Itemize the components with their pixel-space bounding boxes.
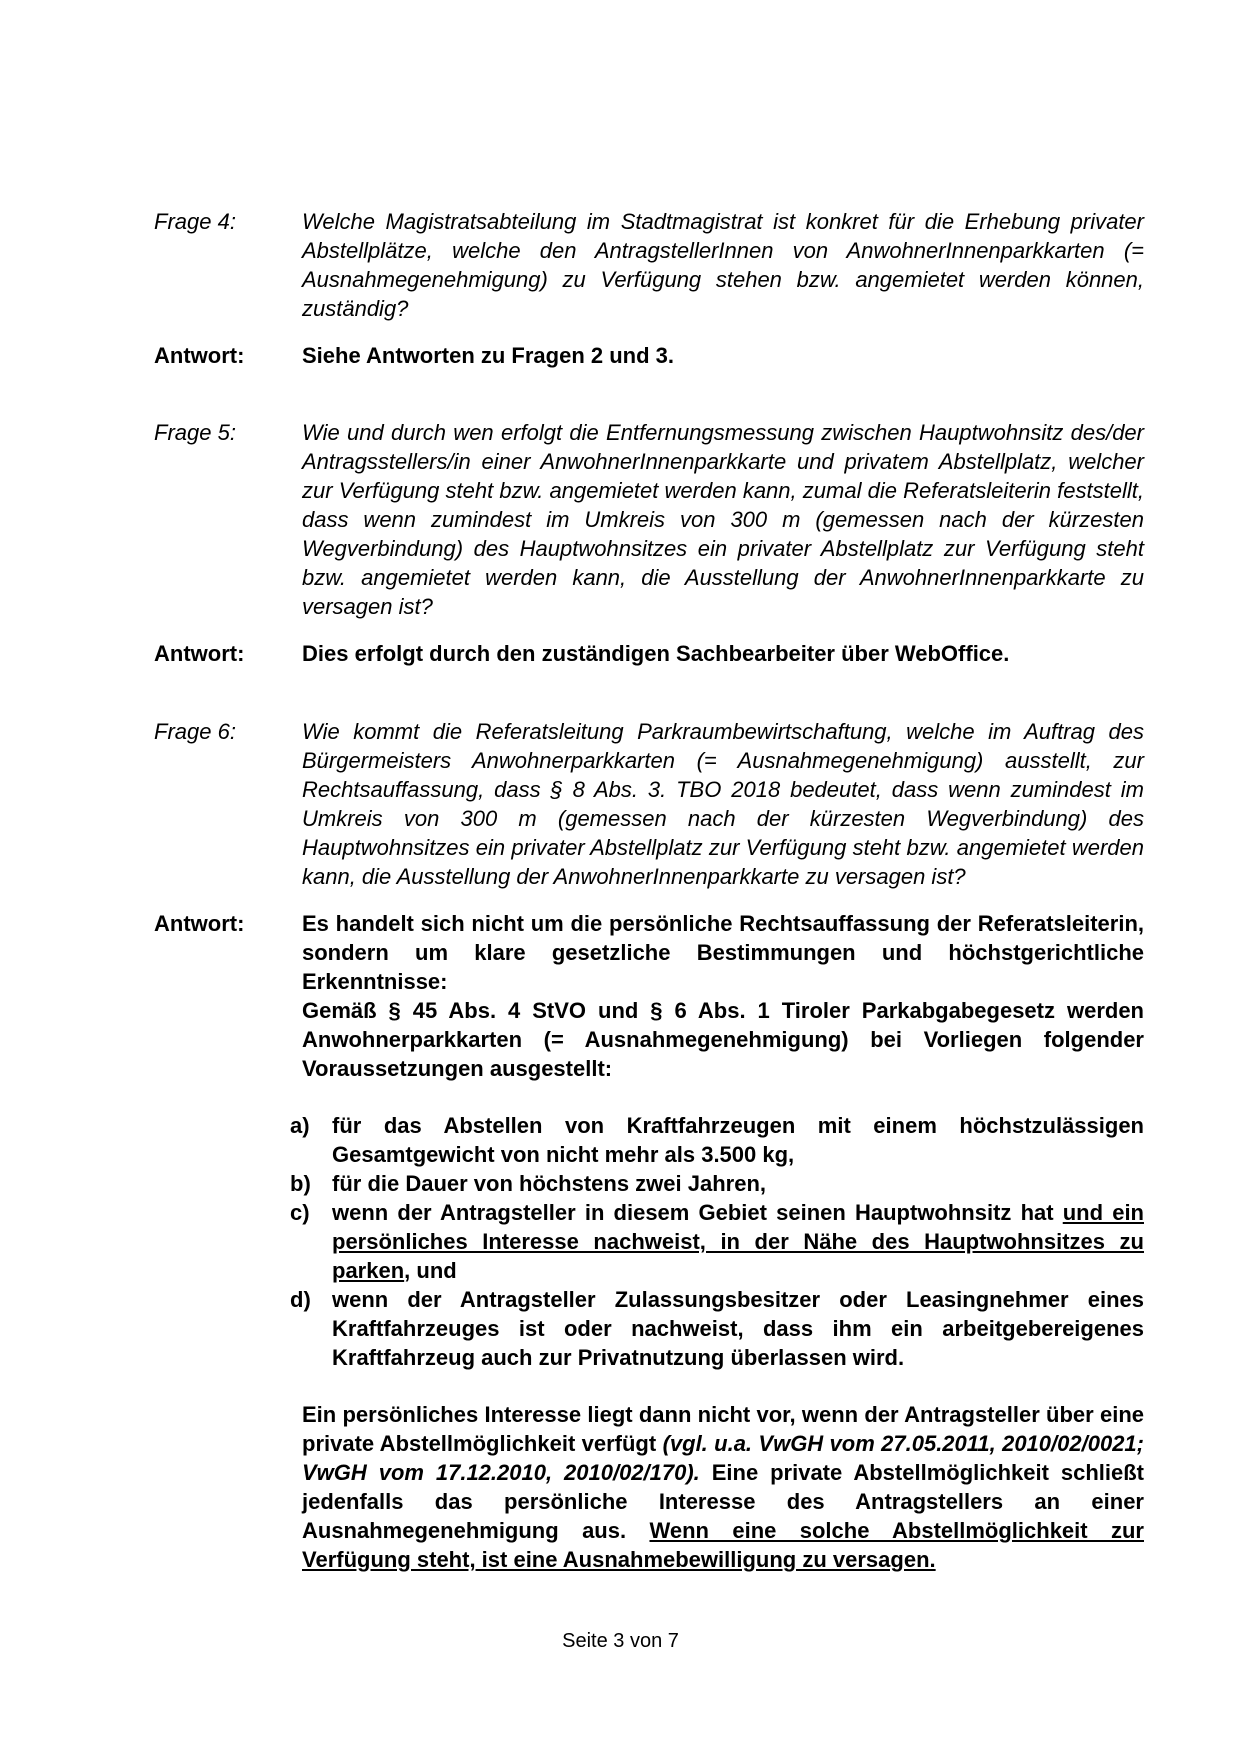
answer-row-4 [154,341,1144,370]
list-text-plain: wenn der Antragsteller in diesem Gebiet seinen Hauptwohnsitz hat [332,1200,1063,1225]
answer-text-5: Dies erfolgt durch den zuständigen Sachbearbeiter über WebOffice. [302,641,1010,666]
question-label-5: Frage 5: [154,420,236,445]
question-text-6: Wie kommt die Referatsleitung Parkraumbewirtschaftung, welche im Auftrag des Bürgermeisters Anwohnerparkkarten (= Ausnahmegenehmigung) ausstellt, zur Rechtsauffassung, dass § 8 Abs. 3. TBO 2018 bedeutet, dass wenn zumindest im Umkreis von 300 m (gemessen nach der kürzesten Wegverbindung) des Hauptwohnsitzes ein privater Abstellplatz zur Verfügung steht bzw. angemietet werden kann, die Ausstellung der AnwohnerInnenparkkarte zu versagen ist? [302,719,1144,889]
answer-body-6 [290,909,1145,1574]
question-text-4: Welche Magistratsabteilung im Stadtmagistrat ist konkret für die Erhebung privater Abstellplätze, welche den AntragstellerInnen von AnwohnerInnenparkkarten (= Ausnahmegenehmigung) zu Verfügung stehen bzw. angemietet werden können, zuständig? [302,209,1144,321]
question-label-4: Frage 4: [154,209,236,234]
list-item-c [290,1198,1144,1285]
list-text-underlined: und ein persönliches Interesse nachweist, in der Nähe des Hauptwohnsitzes zu parken [332,1200,1144,1283]
requirements-list [290,1111,1144,1372]
closing-text-1: Ein persönliches Interesse liegt dann nicht vor, wenn der Antragsteller über eine private Abstellmöglichkeit verfügt [302,1402,1144,1456]
list-letter: d) [290,1287,311,1312]
list-text-plain-end: , und [404,1258,457,1283]
answer-intro-1: Es handelt sich nicht um die persönliche Rechtsauffassung der Referatsleiterin, sondern um klare gesetzliche Bestimmungen und höchstgerichtliche Erkenntnisse: [302,911,1144,994]
closing-text-2: Eine private Abstellmöglichkeit schließt jedenfalls das persönliche Interesse des Antragstellers an einer Ausnahmegenehmigung aus. [302,1460,1145,1543]
question-row-4 [154,207,1144,323]
list-letter: b) [290,1171,311,1196]
closing-citation: (vgl. u.a. VwGH vom 27.05.2011, 2010/02/0021; VwGH vom 17.12.2010, 2010/02/170). [302,1431,1144,1485]
answer-row-5 [154,639,1144,668]
answer-row-6 [154,909,1144,1574]
list-letter: c) [290,1200,310,1225]
answer-label-5: Antwort: [154,641,245,666]
question-text-5: Wie und durch wen erfolgt die Entfernungsmessung zwischen Hauptwohnsitz des/der Antragsstellers/in einer AnwohnerInnenparkkarte und privatem Abstellplatz, welcher zur Verfügung steht bzw. angemietet werden kann, zumal die Referatsleiterin feststellt, dass wenn zumindest im Umkreis von 300 m (gemessen nach der kürzesten Wegverbindung) des Hauptwohnsitzes ein privater Abstellplatz zur Verfügung steht bzw. angemietet werden kann, die Ausstellung der AnwohnerInnenparkkarte zu versagen ist? [302,420,1144,619]
page-footer: Seite 3 von 7 [562,1630,679,1652]
question-label-6: Frage 6: [154,719,236,744]
list-text: für die Dauer von höchstens zwei Jahren, [332,1171,766,1196]
answer-label-4: Antwort: [154,343,245,368]
closing-paragraph [302,1400,1144,1574]
question-block-5 [154,418,1144,668]
closing-underlined: Wenn eine solche Abstellmöglichkeit zur Verfügung steht, ist eine Ausnahmebewilligung zu versagen. [302,1518,1144,1572]
question-block-6 [154,717,1144,1574]
list-item-d [290,1285,1144,1372]
question-row-6 [154,717,1144,891]
answer-intro-2: Gemäß § 45 Abs. 4 StVO und § 6 Abs. 1 Tiroler Parkabgabegesetz werden Anwohnerparkkarten (= Ausnahmegenehmigung) bei Vorliegen folgender Voraussetzungen ausgestellt: [302,998,1144,1081]
list-letter: a) [290,1113,310,1138]
list-text [332,1198,1144,1285]
question-block-4 [154,207,1144,370]
answer-label-6: Antwort: [154,911,245,936]
answer-text-4: Siehe Antworten zu Fragen 2 und 3. [302,343,675,368]
list-item-b [290,1169,1144,1198]
list-text: wenn der Antragsteller Zulassungsbesitzer oder Leasingnehmer eines Kraftfahrzeuges ist oder nachweist, dass ihm ein arbeitgebereigenes Kraftfahrzeug auch zur Privatnutzung überlassen wird. [332,1287,1144,1370]
list-item-a [290,1111,1144,1169]
question-row-5 [154,418,1144,621]
list-text: für das Abstellen von Kraftfahrzeugen mit einem höchstzulässigen Gesamtgewicht von nicht mehr als 3.500 kg, [332,1113,1144,1167]
